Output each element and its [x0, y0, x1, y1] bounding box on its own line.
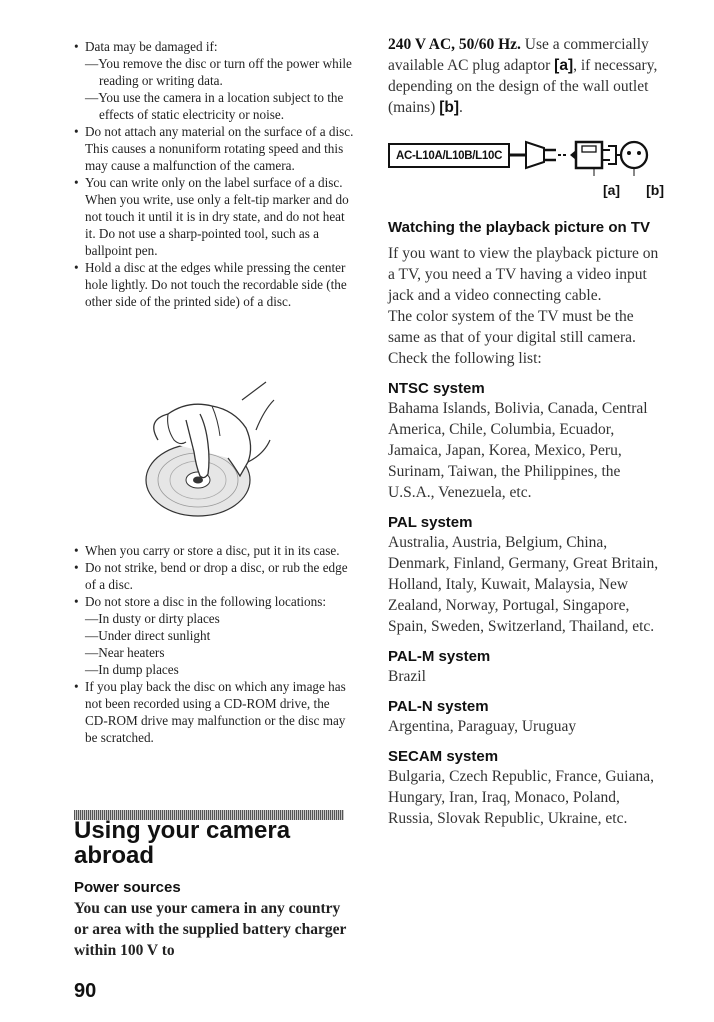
list-item: • You can write only on the label surface of a disc. When you write, use only a felt-tip marker and do not touch it until it is in dry state, and do not heat it. Do not use a sharp-pointed tool, such as a ballpoint pen. — [74, 174, 354, 259]
voltage-paragraph: 240 V AC, 50/60 Hz. Use a commercially available AC plug adaptor [a], if necessary, depending on the design of the wall outlet (mains) [b]. — [388, 36, 658, 116]
disc-handling-list — [74, 38, 354, 310]
page-number: 90 — [74, 980, 97, 1002]
sub-list — [85, 55, 354, 123]
pal-countries: Australia, Austria, Belgium, China, Denmark, Finland, Germany, Great Britain, Holland, Italy, Kuwait, Malaysia, New Zealand, Norway, Portugal, Singapore, Spain, Sweden, Switzerland, Thailand, etc. — [388, 534, 659, 635]
ntsc-countries: Bahama Islands, Bolivia, Canada, Central America, Chile, Columbia, Ecuador, Jamaica, Japan, Korea, Mexico, Peru, Surinam, Taiwan, the Philippines, the U.S.A., Venezuela, etc. — [388, 400, 648, 501]
disc-storage-section — [74, 542, 354, 746]
list-item: • Do not attach any material on the surface of a disc. This causes a nonuniform rotating speed and this may cause a malfunction of the camera. — [74, 123, 354, 174]
sub-item: —In dump places — [85, 662, 179, 677]
list-item: • Do not strike, bend or drop a disc, or rub the edge of a disc. — [74, 559, 354, 593]
tv-playback-paragraph-2: The color system of the TV must be the same as that of your digital still camera. Check the following list: — [388, 308, 636, 367]
list-item: • Data may be damaged if: —You remove the disc or turn off the power while reading or writing data. —You use the camera in a location subject to the effects of static electricity or noise. — [74, 38, 354, 123]
sub-item: —Under direct sunlight — [85, 628, 211, 643]
section-title: Using your camera abroad — [74, 817, 291, 869]
tv-playback-paragraph-1: If you want to view the playback picture on a TV, you need a TV having a video input jack and a video connecting cable. — [388, 245, 659, 304]
disc-hand-illustration — [138, 380, 288, 530]
disc-storage-list — [74, 542, 354, 746]
power-sources-text: You can use your camera in any country or area with the supplied battery charger within 100 V to — [74, 900, 347, 959]
list-item: • Hold a disc at the edges while pressing the center hole lightly. Do not touch the recordable side (the other side of the printed side) of a disc. — [74, 259, 354, 310]
sub-item: —In dusty or dirty places — [85, 611, 220, 626]
sub-item: —You remove the disc or turn off the power while reading or writing data. — [85, 56, 352, 88]
pal-n-countries: Argentina, Paraguay, Uruguay — [388, 718, 577, 735]
diagram-label-b: [b] — [646, 182, 664, 198]
plug-adaptor-icon — [510, 132, 650, 178]
secam-countries: Bulgaria, Czech Republic, France, Guiana, Hungary, Iran, Iraq, Monaco, Poland, Russia, Slovak Republic, Ukraine, etc. — [388, 768, 654, 827]
pal-system-heading: PAL system — [388, 514, 473, 531]
list-item: • Do not store a disc in the following locations: —In dusty or dirty places —Under direct sunlight —Near heaters —In dump places — [74, 593, 354, 678]
left-column — [74, 38, 354, 310]
charger-model-label: AC-L10A/L10B/L10C — [388, 143, 510, 168]
list-item: • If you play back the disc on which any image has not been recorded using a CD-ROM drive, the CD-ROM drive may malfunction or the disc may be scratched. — [74, 678, 354, 746]
list-item: • When you carry or store a disc, put it in its case. — [74, 542, 354, 559]
disc-icon — [138, 380, 288, 530]
ntsc-system-heading: NTSC system — [388, 380, 485, 397]
pal-n-system-heading: PAL-N system — [388, 698, 489, 715]
sub-item: —You use the camera in a location subject to the effects of static electricity or noise. — [85, 90, 344, 122]
tv-playback-heading: Watching the playback picture on TV — [388, 219, 650, 236]
pal-m-countries: Brazil — [388, 668, 426, 685]
power-sources-heading: Power sources — [74, 879, 181, 896]
secam-system-heading: SECAM system — [388, 748, 499, 765]
plug-adaptor-diagram — [388, 132, 668, 178]
diagram-labels — [388, 182, 668, 198]
power-sources-block — [74, 878, 354, 897]
pal-m-system-heading: PAL-M system — [388, 648, 491, 665]
diagram-label-a: [a] — [602, 182, 621, 198]
sub-item: —Near heaters — [85, 645, 165, 660]
sub-list — [85, 610, 354, 678]
right-column — [388, 34, 668, 829]
